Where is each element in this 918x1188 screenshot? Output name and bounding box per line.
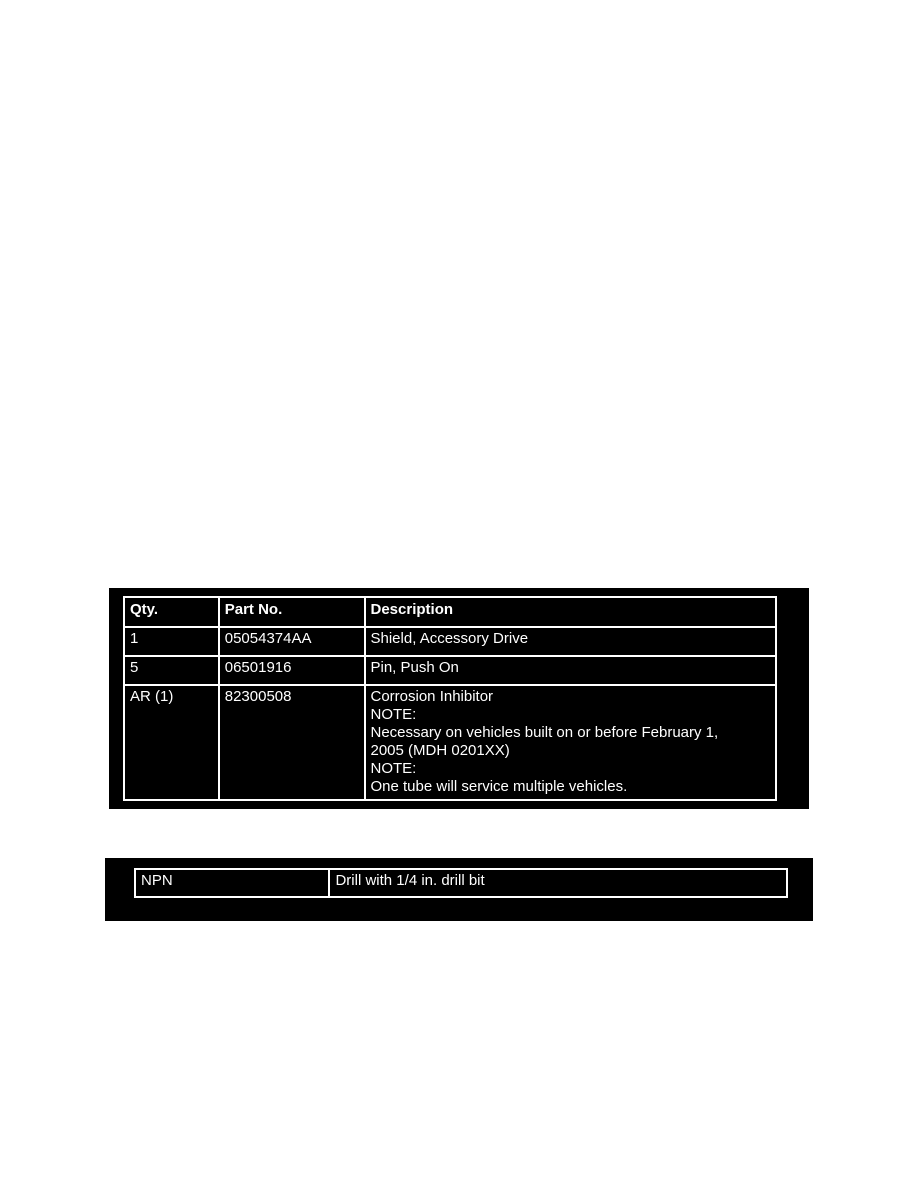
parts-table-panel (109, 588, 809, 809)
description-line: Corrosion Inhibitor (370, 688, 494, 705)
header-qty: Qty. (124, 597, 219, 627)
table-row (135, 869, 787, 897)
parts-table (123, 596, 777, 801)
table-row (124, 656, 776, 685)
description-line: One tube will service multiple vehicles. (370, 778, 628, 795)
note-label: NOTE: (370, 706, 417, 723)
description-line: 2005 (MDH 0201XX) (370, 742, 510, 759)
cell-description (365, 685, 777, 800)
cell-part-no: 05054374AA (219, 627, 365, 656)
cell-part-no: NPN (135, 869, 329, 897)
tools-table-panel (105, 858, 813, 921)
cell-qty: 1 (124, 627, 219, 656)
description-line: Necessary on vehicles built on or before February 1, (370, 724, 719, 741)
cell-description (365, 656, 777, 685)
description-line: Pin, Push On (370, 659, 459, 676)
tools-table (134, 868, 788, 898)
header-description: Description (365, 597, 777, 627)
cell-qty: 5 (124, 656, 219, 685)
note-label: NOTE: (370, 760, 417, 777)
cell-part-no: 82300508 (219, 685, 365, 800)
cell-description (365, 627, 777, 656)
cell-part-no: 06501916 (219, 656, 365, 685)
table-row (124, 627, 776, 656)
description-line: Shield, Accessory Drive (370, 630, 529, 647)
table-header-row (124, 597, 776, 627)
cell-qty: AR (1) (124, 685, 219, 800)
table-row (124, 685, 776, 800)
cell-description: Drill with 1/4 in. drill bit (329, 869, 787, 897)
header-part-no: Part No. (219, 597, 365, 627)
